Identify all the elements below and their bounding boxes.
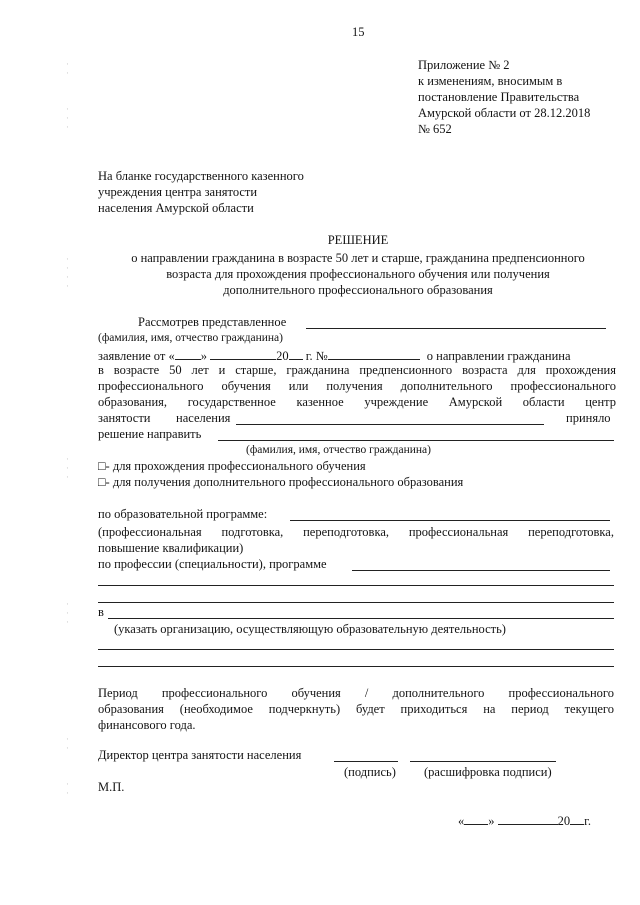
fio-field-line[interactable] xyxy=(306,328,606,329)
year-prefix: 20 xyxy=(276,349,289,363)
appendix-line: к изменениям, вносимым в xyxy=(418,74,563,88)
year-field[interactable] xyxy=(289,346,303,360)
profession-field-line-3[interactable] xyxy=(98,602,614,603)
citizen-name-field-line[interactable] xyxy=(218,440,614,441)
organization-field-line-2[interactable] xyxy=(98,649,614,650)
edu-program-field-line[interactable] xyxy=(290,520,610,521)
seal-label: М.П. xyxy=(98,780,125,794)
hint-fio-2: (фамилия, имя, отчество гражданина) xyxy=(246,444,431,456)
hint-signature-decode: (расшифровка подписи) xyxy=(424,765,552,779)
signature-field-line[interactable] xyxy=(334,761,398,762)
profession-field-line-2[interactable] xyxy=(98,585,614,586)
margin-dots: · · · xyxy=(66,454,69,482)
margin-dots: · · · · · xyxy=(66,59,69,132)
referral-label: о направлении гражданина xyxy=(426,349,571,363)
organization-field-line[interactable] xyxy=(108,618,614,619)
body-line: образования, государственное казенное учреждение Амурской области центр xyxy=(98,395,616,409)
application-from-label: заявление от « xyxy=(98,349,175,363)
edu-program-label: по образовательной программе: xyxy=(98,507,268,521)
signature-decode-field-line[interactable] xyxy=(410,761,556,762)
appendix-line: № 652 xyxy=(418,122,452,136)
accepted-label: приняло xyxy=(566,411,611,425)
appendix-line: постановление Правительства xyxy=(418,90,580,104)
date-year-prefix: 20 xyxy=(557,814,571,828)
letterhead-line: На бланке государственного казенного xyxy=(98,169,304,183)
appendix-line: Приложение № 2 xyxy=(418,58,510,72)
date-quote-close: » xyxy=(488,814,495,828)
date-year-suffix: г. xyxy=(584,814,591,828)
document-title: РЕШЕНИЕ xyxy=(327,233,389,247)
period-line: финансового года. xyxy=(98,718,196,732)
body-line: в возрасте 50 лет и старше, гражданина предпенсионного возраста для прохождения xyxy=(98,363,616,377)
period-line: Период профессионального обучения / дополнительного профессионального xyxy=(98,686,614,700)
quote-close: » xyxy=(200,349,207,363)
margin-dots: · · · · xyxy=(66,254,69,291)
edu-types-line: (профессиональная подготовка, переподготовка, профессиональная переподготовка, xyxy=(98,525,614,539)
profession-label: по профессии (специальности), программе xyxy=(98,557,327,571)
letterhead-line: населения Амурской области xyxy=(98,201,254,215)
profession-field-line[interactable] xyxy=(352,570,610,571)
date-month-field[interactable] xyxy=(498,811,558,825)
hint-organization: (указать организацию, осуществляющую образовательную деятельность) xyxy=(114,622,506,636)
in-label: в xyxy=(98,605,104,619)
date-year-field[interactable] xyxy=(570,811,584,825)
date-day-field[interactable] xyxy=(464,811,488,825)
option-training-checkbox[interactable]: □- для прохождения профессионального обучения xyxy=(98,459,366,473)
appendix-line: Амурской области от 28.12.2018 xyxy=(418,106,591,120)
option-education-checkbox[interactable]: □- для получения дополнительного профессионального образования xyxy=(98,475,464,489)
date-quote-open: « xyxy=(458,814,465,828)
day-field[interactable] xyxy=(175,346,201,360)
date-line xyxy=(458,811,591,829)
hint-fio: (фамилия, имя, отчество гражданина) xyxy=(98,332,283,344)
margin-dots: · · · · xyxy=(66,734,69,798)
body-line: профессионального обучения или получения дополнительного профессионального xyxy=(98,379,616,393)
month-field[interactable] xyxy=(210,346,276,360)
decision-send-label: решение направить xyxy=(98,427,202,441)
subtitle-line: дополнительного профессионального образования xyxy=(223,283,493,297)
number-field[interactable] xyxy=(328,346,420,360)
number-label: г. № xyxy=(305,349,328,363)
margin-dots: · · · xyxy=(66,599,69,627)
employment-label: занятости xyxy=(98,411,151,425)
subtitle-line: возраста для прохождения профессионального обучения или получения xyxy=(166,267,550,281)
population-label: населения xyxy=(176,411,231,425)
considered-label: Рассмотрев представленное xyxy=(138,315,287,329)
edu-types-line: повышение квалификации) xyxy=(98,541,244,555)
director-label: Директор центра занятости населения xyxy=(98,748,302,762)
hint-signature: (подпись) xyxy=(344,765,396,779)
subtitle-line: о направлении гражданина в возрасте 50 лет и старше, гражданина предпенсионного xyxy=(131,251,585,265)
letterhead-line: учреждения центра занятости xyxy=(98,185,258,199)
page-number: 15 xyxy=(352,25,365,39)
center-name-field-line[interactable] xyxy=(236,424,544,425)
period-line: образования (необходимое подчеркнуть) будет приходиться на период текущего xyxy=(98,702,614,716)
organization-field-line-3[interactable] xyxy=(98,666,614,667)
